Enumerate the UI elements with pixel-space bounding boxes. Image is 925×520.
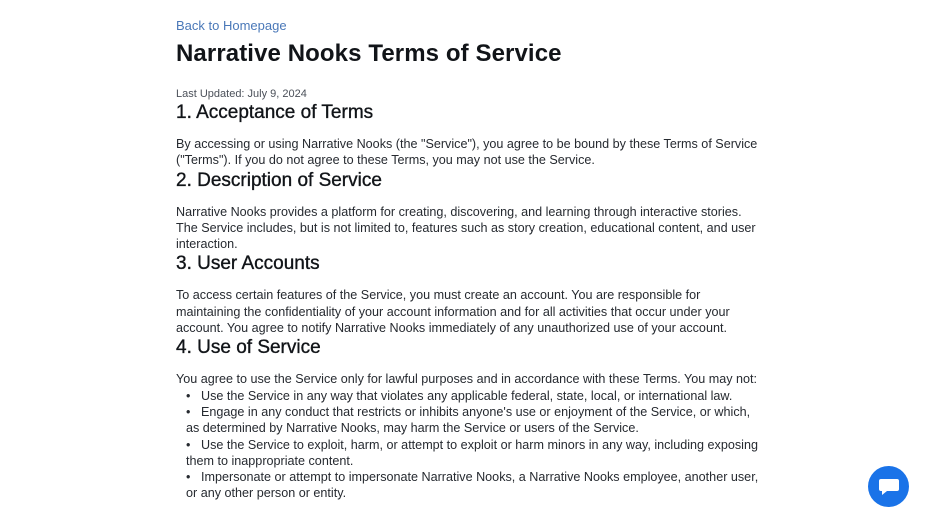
- list-item-text: Use the Service in any way that violates any applicable federal, state, local, or international law.: [201, 388, 733, 403]
- bullet-icon: •: [186, 470, 191, 485]
- terms-content: [176, 17, 761, 502]
- section-text: By accessing or using Narrative Nooks (the "Service"), you agree to be bound by these Terms of Service ("Terms"). If you do not agree to these Terms, you may not use the Service.: [176, 137, 758, 168]
- section-user-accounts: [176, 252, 761, 336]
- list-item: [186, 388, 761, 404]
- list-item-text: Impersonate or attempt to impersonate Narrative Nooks, a Narrative Nooks employee, another user, or any other person or entity.: [186, 470, 759, 501]
- last-updated-text: Last Updated: July 9, 2024: [176, 88, 307, 100]
- list-item: [186, 437, 761, 470]
- section-description: [176, 169, 761, 253]
- bullet-icon: •: [186, 388, 191, 403]
- chat-bubble-icon: [878, 477, 900, 497]
- section-text: To access certain features of the Service, you must create an account. You are responsible for maintaining the confidentiality of your account information and for all activities that occur under your account. You agree to notify Narrative Nooks immediately of any unauthorized use of your account.: [176, 288, 730, 336]
- list-item-text: Engage in any conduct that restricts or inhibits anyone's use or enjoyment of the Service, or which, as determined by Narrative Nooks, may harm the Service or users of the Service.: [186, 404, 751, 436]
- list-item: [186, 404, 761, 437]
- page-title: Narrative Nooks Terms of Service: [176, 40, 562, 67]
- chat-button[interactable]: [868, 466, 909, 507]
- section-title: 3. User Accounts: [176, 253, 320, 275]
- back-to-homepage-link[interactable]: Back to Homepage: [176, 18, 287, 33]
- section-use-of-service: [176, 336, 761, 501]
- list-item: [186, 469, 761, 502]
- prohibited-uses-list: [176, 388, 761, 502]
- bullet-icon: •: [186, 404, 191, 419]
- section-text: Narrative Nooks provides a platform for creating, discovering, and learning through interactive stories. The Service includes, but is not limited to, features such as story creation, educational content, and user interaction.: [176, 204, 756, 252]
- section-text: You agree to use the Service only for lawful purposes and in accordance with these Terms. You may not:: [176, 372, 758, 387]
- section-title: 1. Acceptance of Terms: [176, 102, 374, 123]
- section-title: 4. Use of Service: [176, 337, 321, 359]
- bullet-icon: •: [186, 437, 191, 452]
- list-item-text: Use the Service to exploit, harm, or attempt to exploit or harm minors in any way, including exposing them to inappropriate content.: [186, 437, 758, 468]
- section-title: 2. Description of Service: [176, 169, 382, 191]
- section-acceptance: [176, 101, 761, 169]
